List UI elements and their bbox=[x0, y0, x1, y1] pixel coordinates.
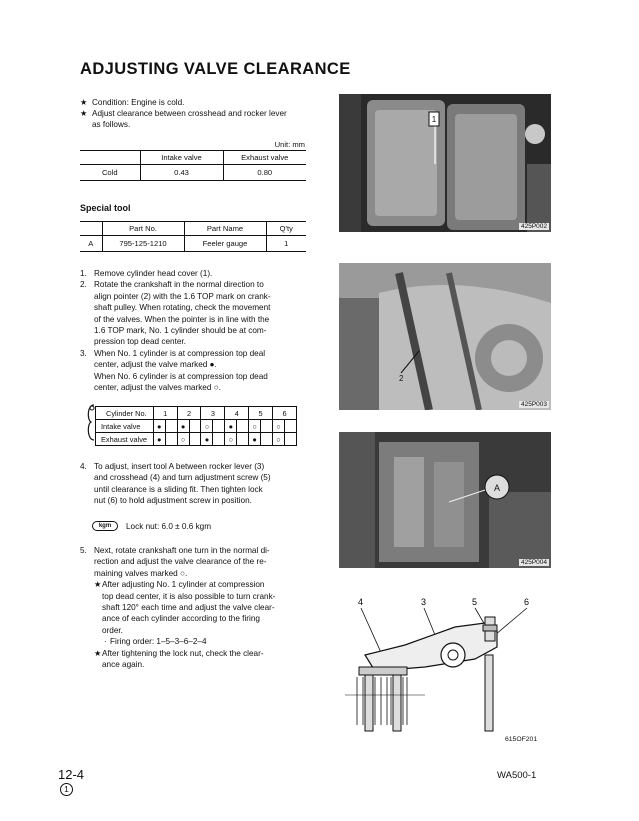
cyl-num-3: 3 bbox=[201, 407, 225, 420]
cyl-num-4: 4 bbox=[225, 407, 249, 420]
intake-mark: ○ bbox=[201, 420, 213, 433]
page-number: 12-4 bbox=[58, 767, 85, 782]
cylinder-table bbox=[95, 406, 297, 446]
revision-mark: 1 bbox=[60, 783, 73, 796]
adjust-note-cont bbox=[80, 119, 130, 130]
tool-part-no: 795-125-1210 bbox=[102, 236, 184, 252]
photo-rocker-adjust bbox=[339, 432, 551, 568]
step-5: 5. Next, rotate crankshaft one turn in the normal di- rection and adjust the valve clearance of the re- maining valves marked ○. ★ After adjusting No. 1 cylinder at compression top dead center, it is also possible to turn crank- shaft 120° each time and adjust the valve clear- ance of each cylinder according to the firing order. · Firing order: 1–5–3–6–2–4 ★ After tightening the lock nut, check the clear- ance again. bbox=[80, 545, 306, 670]
header-part-no: Part No. bbox=[102, 222, 184, 236]
cyl-num-5: 5 bbox=[249, 407, 273, 420]
star-marker: ★ bbox=[80, 98, 88, 107]
callout-a: A bbox=[493, 483, 501, 493]
note-1: ★ After adjusting No. 1 cylinder at compression bbox=[94, 580, 265, 590]
special-tool-table bbox=[80, 221, 306, 252]
intake-mark: ○ bbox=[249, 420, 261, 433]
adjust-text-cont: as follows. bbox=[92, 120, 131, 129]
header-exhaust: Exhaust valve bbox=[223, 151, 306, 165]
intake-label: Intake valve bbox=[101, 421, 141, 431]
intake-mark: ● bbox=[225, 420, 237, 433]
intake-clearance: 0.43 bbox=[140, 165, 223, 181]
procedure-steps bbox=[80, 268, 306, 393]
diagram-label-4: 4 bbox=[358, 597, 364, 607]
tool-id: A bbox=[88, 239, 94, 248]
cyl-num-6: 6 bbox=[273, 407, 297, 420]
exhaust-mark: ● bbox=[249, 433, 261, 446]
torque-spec bbox=[92, 521, 211, 531]
tool-col-blank bbox=[80, 222, 102, 236]
header-part-name: Part Name bbox=[184, 222, 266, 236]
exhaust-mark bbox=[213, 433, 225, 446]
callout-1: 1 bbox=[431, 115, 437, 124]
cyl-header-label: Cylinder No. bbox=[106, 408, 147, 418]
model-name: WA500-1 bbox=[497, 770, 537, 781]
star-marker: ★ bbox=[94, 580, 102, 590]
photo-engine-head bbox=[339, 94, 551, 232]
condition-text: Condition: Engine is cold. bbox=[92, 98, 185, 107]
exhaust-mark: ● bbox=[153, 433, 165, 446]
photo-feeler-gauge bbox=[339, 432, 551, 568]
photo-code: 425P004 bbox=[520, 559, 547, 566]
intake-mark: ● bbox=[153, 420, 165, 433]
callout-2: 2 bbox=[399, 374, 404, 383]
diagram-label-5: 5 bbox=[472, 597, 478, 607]
tool-qty: 1 bbox=[266, 236, 306, 252]
unit-label: Unit: mm bbox=[274, 140, 305, 149]
intake-mark bbox=[165, 420, 177, 433]
step-3: 3. When No. 1 cylinder is at compression top deal center, adjust the valve marked ●. When No. 6 cylinder is at compression top dead center, adjust the valves marked ○. bbox=[80, 348, 268, 393]
tool-part-name: Feeler gauge bbox=[184, 236, 266, 252]
exhaust-mark bbox=[285, 433, 297, 446]
photo-crankshaft-pulley bbox=[339, 263, 551, 410]
intake-mark bbox=[213, 420, 225, 433]
diagram-label-6: 6 bbox=[524, 597, 530, 607]
exhaust-mark: ● bbox=[201, 433, 213, 446]
adjust-note bbox=[80, 108, 287, 119]
intake-mark bbox=[189, 420, 201, 433]
exhaust-mark bbox=[237, 433, 249, 446]
intake-mark bbox=[285, 420, 297, 433]
torque-wrench-icon: kgm bbox=[92, 521, 118, 531]
step-1: 1. Remove cylinder head cover (1). bbox=[80, 269, 213, 278]
intake-mark bbox=[237, 420, 249, 433]
row-label-cold: Cold bbox=[101, 168, 118, 177]
exhaust-mark: ○ bbox=[177, 433, 189, 446]
intake-mark bbox=[261, 420, 273, 433]
cyl-num-2: 2 bbox=[177, 407, 201, 420]
special-tool-heading: Special tool bbox=[80, 203, 131, 213]
clearance-table bbox=[80, 150, 306, 181]
photo-code: 425P003 bbox=[520, 401, 547, 408]
intake-mark: ○ bbox=[273, 420, 285, 433]
figure-code: 615OF201 bbox=[505, 736, 538, 743]
step-2: 2. Rotate the crankshaft in the normal direction to align pointer (2) with the 1.6 TOP mark on crank- shaft pulley. When rotating, check the movement of the valves. When the pointer is in line with the 1.6 TOP mark, No. 1 cylinder should be at com- pression top dead center. bbox=[80, 280, 271, 347]
exhaust-mark: ○ bbox=[225, 433, 237, 446]
intake-mark: ● bbox=[177, 420, 189, 433]
exhaust-mark bbox=[261, 433, 273, 446]
header-intake: Intake valve bbox=[140, 151, 223, 165]
condition-note bbox=[80, 97, 184, 108]
torque-text: Lock nut: 6.0 ± 0.6 kgm bbox=[126, 521, 212, 531]
star-marker: ★ bbox=[94, 648, 102, 658]
exhaust-label: Exhaust valve bbox=[101, 434, 148, 444]
page-title: ADJUSTING VALVE CLEARANCE bbox=[80, 60, 351, 78]
exhaust-mark bbox=[165, 433, 177, 446]
note-2: ★ After tightening the lock nut, check the clear- bbox=[94, 648, 264, 658]
photo-pulley bbox=[339, 263, 551, 410]
star-marker: ★ bbox=[80, 109, 88, 118]
exhaust-clearance: 0.80 bbox=[223, 165, 306, 181]
adjust-text: Adjust clearance between crosshead and rocker lever bbox=[92, 109, 287, 118]
photo-cylinder-head-cover bbox=[339, 94, 551, 232]
cyl-num-1: 1 bbox=[153, 407, 177, 420]
photo-code: 425P002 bbox=[520, 223, 547, 230]
exhaust-mark: ○ bbox=[273, 433, 285, 446]
exhaust-mark bbox=[189, 433, 201, 446]
table-corner bbox=[80, 151, 140, 165]
header-qty: Q'ty bbox=[266, 222, 306, 236]
diagram-label-3: 3 bbox=[421, 597, 427, 607]
firing-order: · Firing order: 1–5–3–6–2–4 bbox=[104, 637, 207, 647]
step-4: 4. To adjust, insert tool A between rocker lever (3) and crosshead (4) and turn adjustment screw (5) until clearance is a sliding fit. Then tighten lock nut (6) to hold adjustment screw in position. bbox=[80, 462, 271, 506]
rocker-lever-diagram bbox=[335, 595, 545, 735]
